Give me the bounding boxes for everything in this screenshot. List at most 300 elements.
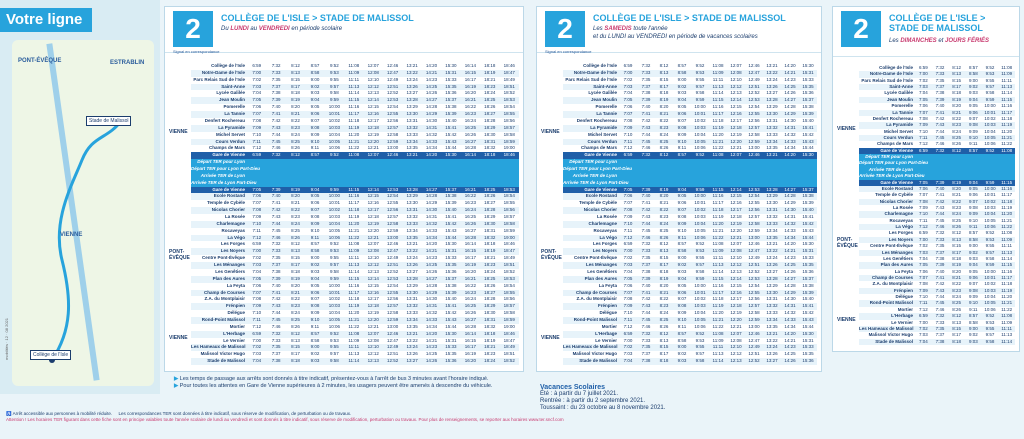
time-cell: 9:58 (330, 268, 339, 274)
time-cell: 10:03 (984, 122, 996, 128)
table-row (563, 235, 817, 242)
time-cell: 12:51 (387, 262, 399, 268)
time-cell (266, 173, 285, 180)
time-cell: 11:19 (1001, 122, 1013, 128)
time-cell: 15:39 (445, 289, 457, 295)
time-cell: 10:06 (328, 234, 341, 240)
time-cell: 9:11 (969, 141, 978, 147)
time-cell: 12:10 (730, 76, 742, 82)
period-day-end: JOURS FÉRIÉS (945, 38, 990, 44)
city-label-estrablin: ESTRABLIN (110, 60, 145, 66)
stop-name: Les Hameaux de Malissol (563, 344, 618, 350)
timetable-school-days (164, 6, 524, 372)
time-cell: 12:08 (730, 69, 742, 75)
time-cell: 18:23 (484, 262, 496, 268)
time-cell: 12:12 (730, 351, 742, 357)
time-cell: 16:28 (464, 323, 476, 329)
time-cell (691, 173, 709, 180)
time-cell: 9:52 (330, 152, 339, 158)
time-cell: 18:30 (484, 131, 496, 137)
time-cell: 9:10 (310, 227, 320, 233)
time-cell: 15:44 (802, 234, 814, 240)
time-cell: 7:00 (918, 319, 928, 325)
time-cell: 15:39 (445, 200, 457, 206)
stop-name: Arrivée TER de Lyon (868, 166, 913, 172)
time-cell: 11:08 (712, 330, 724, 336)
time-cell: 6:59 (252, 330, 262, 336)
time-cell: 12:07 (367, 241, 379, 247)
time-cell: 15:44 (445, 323, 457, 329)
line-badge: 2 (173, 11, 213, 47)
time-cell: 18:25 (484, 97, 496, 103)
table-row (563, 84, 817, 91)
time-cell: 13:34 (406, 227, 418, 233)
time-cell: 9:52 (330, 330, 339, 336)
time-cell: 8:24 (659, 131, 669, 137)
time-cell: 12:17 (367, 296, 379, 302)
time-cell: 7:46 (641, 234, 651, 240)
time-cell (266, 180, 285, 187)
stop-name: Z.A. du Montplaisir (576, 296, 617, 302)
time-cell: 18:19 (484, 69, 496, 75)
time-cell: 7:38 (935, 338, 945, 344)
table-row (191, 262, 519, 269)
time-cell: 7:43 (271, 124, 281, 130)
time-cell: 11:21 (712, 316, 724, 322)
time-cell: 10:02 (694, 207, 706, 213)
time-cell: 11:18 (348, 296, 360, 302)
time-cell: 8:19 (659, 97, 669, 103)
time-cell: 12:58 (387, 220, 399, 226)
time-cell (781, 166, 799, 173)
time-cell: 8:57 (677, 63, 687, 68)
time-cell: 14:25 (425, 262, 438, 268)
time-cell: 12:16 (367, 200, 379, 206)
time-cell: 14:28 (784, 104, 796, 110)
time-cell: 16:19 (464, 351, 476, 357)
stop-name: La Feyta (598, 282, 617, 288)
time-cell: 18:31 (484, 138, 496, 144)
time-cell: 16:14 (464, 241, 476, 247)
time-cell: 9:02 (968, 249, 978, 255)
time-cell: 7:45 (271, 138, 281, 144)
time-cell: 7:07 (918, 192, 928, 198)
time-cell: 12:18 (367, 214, 379, 219)
time-cell: 7:07 (623, 111, 633, 117)
time-cell: 8:19 (659, 186, 669, 192)
time-cell: 15:38 (802, 104, 814, 110)
time-cell: 12:10 (367, 255, 379, 261)
time-cell: 7:44 (271, 220, 281, 226)
time-cell: 9:55 (985, 325, 995, 331)
stop-name: L'Herbage (891, 313, 913, 319)
time-cell: 7:45 (641, 316, 651, 322)
time-cell: 7:07 (918, 109, 928, 115)
time-cell: 15:37 (445, 186, 457, 192)
time-cell: 7:35 (641, 344, 651, 350)
time-cell: 9:52 (695, 241, 705, 247)
time-cell: 18:24 (484, 358, 496, 364)
time-cell: 11:17 (1001, 275, 1013, 280)
time-cell: 8:26 (659, 234, 669, 240)
time-cell: 10:03 (984, 205, 996, 210)
time-cell: 8:24 (952, 128, 962, 134)
stop-name: Saint-Anne (221, 83, 245, 89)
time-cell: 9:57 (695, 351, 705, 357)
time-cell: 12:56 (748, 207, 760, 213)
time-cell: 9:52 (985, 313, 995, 319)
time-cell: 15:41 (802, 214, 814, 219)
time-cell: 7:04 (252, 90, 262, 96)
route-map (0, 0, 160, 394)
time-cell: 10:05 (328, 138, 341, 144)
time-cell (763, 166, 781, 173)
time-cell: 9:53 (985, 236, 995, 242)
time-cell (619, 173, 637, 180)
time-cell: 7:03 (252, 262, 262, 268)
time-cell: 7:35 (641, 255, 651, 261)
time-cell: 16:21 (464, 97, 476, 103)
time-cell: 8:13 (952, 71, 962, 77)
time-cell: 15:38 (445, 193, 457, 199)
time-cell: 7:05 (918, 179, 928, 185)
time-cell: 11:14 (712, 90, 724, 96)
time-cell: 18:29 (484, 214, 496, 219)
time-cell: 14:31 (425, 124, 438, 130)
time-cell: 8:17 (291, 83, 300, 89)
time-cell: 9:52 (330, 63, 339, 68)
time-cell: 7:00 (623, 337, 633, 343)
time-cell: 6:59 (252, 63, 262, 68)
time-cell: 7:42 (935, 115, 945, 121)
time-cell (637, 166, 655, 173)
stop-name: Notre-Dame de l'Isle (201, 69, 245, 75)
time-cell: 18:27 (484, 200, 496, 206)
time-cell: 8:13 (291, 248, 300, 254)
time-cell: 12:47 (748, 69, 760, 75)
time-cell: 12:53 (748, 97, 760, 103)
table-row (563, 152, 817, 159)
time-cell: 7:43 (935, 287, 945, 293)
time-cell: 15:43 (802, 138, 814, 144)
time-cell: 13:21 (406, 63, 418, 68)
time-cell: 14:30 (425, 117, 438, 123)
time-cell: 8:21 (952, 109, 962, 115)
stop-name: Malissol Victor Hugo (868, 332, 913, 338)
time-cell: 15:35 (445, 262, 457, 268)
time-cell: 11:22 (712, 145, 724, 151)
time-cell: 10:00 (694, 104, 706, 110)
time-cell: 7:00 (252, 69, 262, 75)
time-cell: 7:09 (918, 122, 928, 128)
time-cell: 8:12 (659, 63, 669, 68)
time-cell: 7:38 (271, 358, 281, 364)
time-cell: 6:59 (623, 241, 633, 247)
time-cell (344, 180, 363, 187)
stop-name: Stade de Malissol (875, 338, 913, 344)
time-cell: 13:24 (766, 344, 778, 350)
time-cell: 9:59 (330, 186, 339, 192)
stop-name: La Rosée (224, 214, 245, 219)
time-cell: 6:59 (623, 152, 633, 158)
time-cell: 13:33 (406, 131, 418, 137)
time-cell: 11:11 (712, 255, 724, 261)
time-cell (799, 166, 817, 173)
stop-name: Notre-Dame de l'Isle (573, 69, 617, 75)
time-cell (763, 173, 781, 180)
table-row (563, 77, 817, 84)
time-cell (745, 166, 763, 173)
time-cell: 12:08 (730, 248, 742, 254)
zone-label-vienne: VIENNE (169, 334, 188, 341)
time-cell: 9:11 (310, 323, 320, 329)
table-row (563, 214, 817, 221)
time-cell: 7:46 (271, 234, 281, 240)
time-cell: 9:05 (310, 193, 320, 199)
time-cell: 16:27 (464, 316, 476, 322)
time-cell (364, 166, 383, 173)
time-cell: 18:51 (503, 83, 515, 89)
time-cell: 13:00 (748, 323, 760, 329)
time-cell: 15:38 (802, 282, 814, 288)
time-cell (655, 159, 673, 166)
table-row (563, 166, 817, 173)
stop-name: Gare de Vienne (880, 179, 913, 185)
stop-name: Cours Verdun (215, 138, 245, 144)
stop-name: Départ TER pour Lyon Part-Dieu (859, 160, 929, 166)
time-cell: 8:22 (952, 281, 962, 287)
time-cell: 8:24 (659, 220, 669, 226)
time-cell: 11:16 (712, 104, 724, 110)
stop-name: Délégue (599, 310, 617, 316)
time-cell: 18:47 (503, 248, 515, 254)
time-cell: 18:46 (503, 241, 515, 247)
time-cell: 14:29 (784, 111, 796, 117)
time-cell: 7:09 (252, 214, 262, 219)
time-cell: 12:18 (730, 124, 742, 130)
time-cell: 12:21 (367, 323, 379, 329)
time-cell: 14:23 (784, 344, 796, 350)
stop-name: Denfert Rochereau (576, 117, 617, 123)
time-cell: 11:17 (348, 111, 360, 117)
time-cell: 8:12 (952, 230, 962, 236)
time-cell: 12:13 (367, 90, 379, 96)
time-cell (344, 173, 363, 180)
time-cell: 15:36 (802, 90, 814, 96)
time-cell: 12:58 (387, 310, 399, 316)
time-cell: 8:17 (291, 351, 300, 357)
time-cell: 9:57 (695, 262, 705, 268)
line-badge: 2 (841, 11, 881, 47)
time-cell: 12:55 (748, 289, 760, 295)
time-cell: 14:28 (425, 104, 438, 110)
time-cell: 9:09 (310, 220, 320, 226)
time-cell: 7:09 (623, 303, 633, 309)
time-cell: 8:19 (291, 186, 300, 192)
time-cell (441, 173, 460, 180)
table-row (563, 338, 817, 345)
stop-name: Temple de Cybèle (579, 200, 617, 206)
time-cell: 14:30 (784, 117, 796, 123)
route-title: COLLÈGE DE L'ISLE > STADE DE MALISSOL (593, 13, 786, 23)
time-cell: 14:31 (425, 214, 438, 219)
time-cell: 12:53 (748, 275, 760, 281)
time-cell: 8:19 (291, 275, 300, 281)
table-row (191, 310, 519, 317)
time-cell: 9:00 (968, 325, 978, 331)
time-cell: 13:00 (387, 145, 399, 151)
time-cell: 7:38 (271, 268, 281, 274)
time-cell: 8:26 (659, 323, 669, 329)
time-cell (781, 173, 799, 180)
time-cell: 10:02 (328, 207, 341, 213)
time-cell: 7:46 (641, 323, 651, 329)
time-cell: 12:14 (730, 275, 742, 281)
time-cell: 7:02 (623, 344, 633, 350)
time-cell: 9:55 (330, 76, 339, 82)
time-cell: 7:04 (918, 90, 928, 96)
time-cell: 9:02 (310, 351, 320, 357)
period-day-start: DIMANCHES (900, 38, 937, 44)
time-cell: 8:19 (659, 275, 669, 281)
time-cell: 12:58 (387, 131, 399, 137)
time-cell: 7:02 (918, 243, 928, 249)
time-cell (461, 180, 480, 187)
time-cell: 7:32 (935, 147, 945, 153)
time-cell: 11:15 (1001, 96, 1013, 102)
time-cell: 13:24 (766, 76, 778, 82)
time-cell: 14:34 (425, 145, 438, 151)
time-cell: 11:22 (1001, 224, 1013, 230)
time-cell: 9:07 (310, 296, 320, 302)
stop-name: Les Hameaux de Malissol (859, 325, 914, 331)
stop-name: Jean Moulin (590, 97, 617, 103)
time-cell: 12:07 (730, 241, 742, 247)
stop-name: Arrivée TER de Lyon Part-Dieu (191, 179, 257, 185)
time-cell: 18:57 (503, 124, 515, 130)
time-cell: 8:21 (952, 192, 962, 198)
time-cell: 14:30 (425, 296, 438, 302)
time-cell: 11:21 (1001, 135, 1013, 140)
time-cell: 12:13 (367, 268, 379, 274)
time-cell: 8:26 (952, 306, 962, 312)
time-cell (247, 166, 266, 173)
time-cell: 11:19 (1001, 287, 1013, 293)
time-cell: 6:59 (623, 63, 633, 68)
time-cell: 18:56 (503, 207, 515, 213)
table-row (191, 317, 519, 324)
stop-name: Les Noyers (220, 248, 245, 254)
time-cell: 8:18 (659, 358, 669, 364)
time-cell: 11:13 (1001, 249, 1013, 255)
time-cell: 18:21 (484, 255, 496, 261)
time-cell: 13:29 (766, 104, 778, 110)
table-row (191, 125, 519, 132)
time-cell: 7:11 (919, 217, 928, 223)
time-cell: 9:58 (695, 90, 705, 96)
time-cell: 9:05 (677, 282, 687, 288)
table-row (563, 63, 817, 70)
time-cell: 9:07 (968, 198, 978, 204)
time-cell: 18:26 (484, 104, 496, 110)
time-cell: 9:55 (695, 76, 705, 82)
time-cell: 18:56 (503, 117, 515, 123)
time-cell: 7:37 (935, 332, 945, 338)
time-cell: 8:17 (659, 351, 669, 357)
time-cell: 8:26 (291, 145, 300, 151)
time-cell: 9:52 (330, 241, 339, 247)
time-cell: 11:20 (348, 310, 360, 316)
time-cell: 7:43 (641, 214, 651, 219)
time-cell: 9:00 (677, 76, 687, 82)
time-cell: 12:14 (367, 97, 379, 103)
time-cell: 9:09 (677, 220, 687, 226)
time-cell: 15:30 (445, 152, 457, 158)
bus-line-path (12, 40, 154, 386)
time-cell: 7:45 (641, 138, 651, 144)
table-row (191, 331, 519, 338)
time-cell: 10:01 (328, 111, 341, 117)
time-cell: 7:04 (918, 255, 928, 261)
time-cell: 9:53 (330, 69, 339, 75)
time-cell: 7:10 (623, 131, 633, 137)
time-cell: 11:19 (712, 303, 724, 309)
time-cell: 7:07 (252, 289, 262, 295)
table-row (563, 317, 817, 324)
time-cell: 8:15 (291, 255, 300, 261)
table-row (191, 173, 519, 180)
time-cell: 12:59 (748, 316, 760, 322)
time-cell: 7:40 (935, 103, 945, 109)
time-cell: 14:26 (425, 90, 438, 96)
time-cell: 8:18 (952, 90, 962, 96)
time-cell: 12:16 (730, 289, 742, 295)
time-cell: 13:24 (406, 255, 418, 261)
time-cell: 13:00 (387, 323, 399, 329)
time-cell: 15:31 (445, 337, 457, 343)
time-cell: 8:22 (291, 117, 300, 123)
time-cell: 8:18 (659, 268, 669, 274)
time-cell (383, 159, 402, 166)
time-cell: 8:22 (291, 207, 300, 213)
time-cell: 10:04 (328, 220, 341, 226)
stop-name: Plan des Aures (584, 275, 617, 281)
time-cell: 12:47 (387, 248, 399, 254)
time-cell: 18:24 (484, 90, 496, 96)
time-cell: 14:27 (425, 97, 438, 103)
stop-name: Temple de Cybèle (207, 200, 245, 206)
time-cell: 7:09 (252, 303, 262, 309)
time-cell: 9:07 (968, 281, 978, 287)
time-cell: 9:06 (677, 289, 687, 295)
time-cell: 9:52 (695, 152, 705, 158)
time-cell: 11:11 (348, 255, 360, 261)
table-row (859, 339, 1015, 345)
table-row (191, 221, 519, 228)
time-cell: 7:12 (623, 323, 633, 329)
time-cell: 12:57 (387, 214, 399, 219)
time-cell: 7:35 (271, 255, 281, 261)
time-cell: 11:13 (712, 351, 724, 357)
time-cell: 8:25 (952, 300, 962, 306)
time-cell: 11:22 (712, 234, 724, 240)
time-cell (247, 173, 266, 180)
time-cell: 16:20 (464, 90, 476, 96)
time-cell: 12:13 (367, 358, 379, 364)
time-cell: 15:41 (802, 124, 814, 130)
time-cell (325, 166, 344, 173)
map-title: Votre ligne (0, 8, 92, 32)
